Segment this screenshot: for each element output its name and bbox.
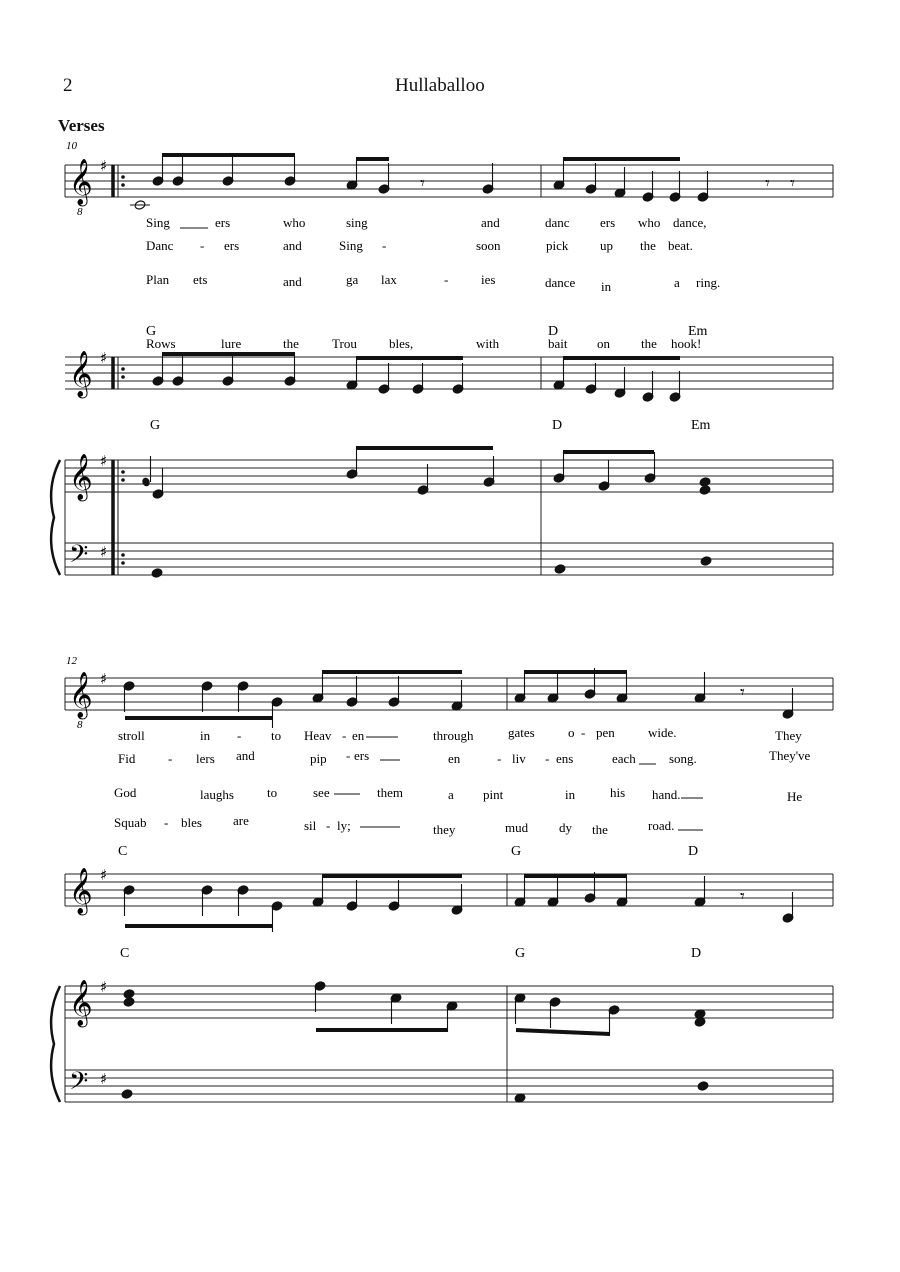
- lyric-syllable: lure: [221, 336, 242, 351]
- page-number: 2: [63, 75, 73, 96]
- piano-brace: [51, 986, 60, 1102]
- piano-treble-staff: [65, 986, 833, 1018]
- lyric-syllable: are: [233, 813, 249, 828]
- lyric-syllable: ly;: [337, 818, 351, 833]
- lyric-syllable: Rows: [146, 336, 176, 351]
- lyric-syllable: -: [342, 728, 347, 743]
- measure-number: 10: [66, 140, 77, 152]
- lyric-syllable: stroll: [118, 728, 145, 743]
- repeat-dot: [121, 367, 125, 371]
- lyric-syllable: Fid: [118, 751, 136, 766]
- octave-mark: 8: [77, 206, 83, 218]
- piano-bass-staff: [65, 543, 833, 575]
- lyric-syllable: -: [581, 725, 586, 740]
- lyric-syllable: -: [545, 751, 550, 766]
- lyric-syllable: -: [164, 815, 169, 830]
- lyric-syllable: the: [641, 336, 657, 351]
- lyric-syllable: dance,: [673, 215, 707, 230]
- lyric-syllable: Danc: [146, 238, 174, 253]
- lyric-syllable: Sing: [146, 215, 170, 230]
- lyric-syllable: dy: [559, 820, 572, 835]
- beam: [516, 1030, 610, 1034]
- lyric-syllable: -: [200, 238, 205, 253]
- lyric-syllable: Trou: [332, 336, 357, 351]
- sharp-icon: ♯: [100, 1070, 108, 1088]
- sharp-icon: ♯: [100, 866, 108, 884]
- lyric-syllable: the: [640, 238, 656, 253]
- lyric-syllable: Sing: [339, 238, 363, 253]
- lyric-syllable: bles,: [389, 336, 414, 351]
- lyric-syllable: a: [448, 787, 454, 802]
- lyric-syllable: -: [497, 751, 502, 766]
- voice-staff: [65, 678, 833, 710]
- treble-clef-icon: 𝄞: [69, 159, 93, 205]
- chord-symbol: G: [146, 324, 157, 339]
- guide-staff: [65, 874, 833, 906]
- lyric-syllable: liv: [512, 751, 526, 766]
- piano-treble-staff: [65, 460, 833, 492]
- note-head: [121, 1089, 133, 1100]
- bass-clef-icon: 𝄢: [69, 1067, 89, 1102]
- measure-number: 12: [66, 655, 77, 667]
- lyric-syllable: sil: [304, 818, 317, 833]
- piano-brace: [51, 460, 60, 575]
- lyric-syllable: on: [597, 336, 610, 351]
- lyric-syllable: beat.: [668, 238, 693, 253]
- note-head: [554, 564, 566, 575]
- lyric-syllable: ens: [556, 751, 574, 766]
- lyric-syllable: pen: [596, 725, 615, 740]
- lyric-syllable: they: [433, 822, 456, 837]
- lyric-syllable: laughs: [200, 787, 234, 802]
- lyric-syllable: lax: [381, 272, 397, 287]
- section-heading: Verses: [58, 116, 105, 135]
- chord-symbol: D: [548, 324, 559, 339]
- repeat-dot: [121, 561, 125, 565]
- lyric-syllable: each: [612, 751, 636, 766]
- sharp-icon: ♯: [100, 349, 108, 367]
- lyric-syllable: en: [448, 751, 461, 766]
- chord-symbol: Em: [691, 418, 711, 433]
- chord-symbol: C: [120, 946, 130, 961]
- treble-clef-icon: 𝄞: [69, 868, 93, 914]
- lyric-syllable: with: [476, 336, 500, 351]
- lyric-syllable: ga: [346, 272, 359, 287]
- lyric-syllable: pick: [546, 238, 569, 253]
- lyric-syllable: Heav: [304, 728, 332, 743]
- lyric-syllable: and: [283, 238, 302, 253]
- page-title: Hullaballoo: [395, 75, 485, 96]
- lyric-syllable: o: [568, 725, 575, 740]
- lyric-syllable: -: [444, 272, 449, 287]
- lyric-syllable: up: [600, 238, 613, 253]
- repeat-dot: [121, 478, 125, 482]
- lyric-syllable: pint: [483, 787, 504, 802]
- sharp-icon: ♯: [100, 157, 108, 175]
- lyric-syllable: mud: [505, 820, 529, 835]
- note-head: [123, 989, 135, 1000]
- lyric-syllable: to: [271, 728, 282, 743]
- chord-symbol: D: [691, 946, 702, 961]
- lyric-syllable: ies: [481, 272, 496, 287]
- treble-clef-icon: 𝄞: [69, 672, 93, 718]
- lyric-syllable: -: [346, 748, 351, 763]
- lyric-syllable: ers: [600, 215, 616, 230]
- note-head: [697, 1081, 709, 1092]
- lyric-syllable: ers: [215, 215, 231, 230]
- sharp-icon: ♯: [100, 543, 108, 561]
- system-1: [51, 140, 833, 578]
- lyric-syllable: They've: [769, 748, 811, 763]
- system-2: [51, 655, 833, 1103]
- lyric-syllable: the: [283, 336, 299, 351]
- piano-bass-staff: [65, 1070, 833, 1102]
- note-head: [151, 568, 163, 579]
- lyric-syllable: God: [114, 785, 137, 800]
- lyric-syllable: bait: [548, 336, 568, 351]
- lyric-syllable: bles: [181, 815, 202, 830]
- eighth-rest-icon: 𝄾: [790, 173, 795, 194]
- chord-symbol: C: [118, 844, 128, 859]
- lyric-syllable: lers: [196, 751, 215, 766]
- chord-symbol: D: [552, 418, 563, 433]
- eighth-rest-icon: 𝄾: [740, 886, 745, 907]
- lyric-syllable: gates: [508, 725, 535, 740]
- lyric-syllable: them: [377, 785, 403, 800]
- lyric-syllable: in: [601, 279, 612, 294]
- lyric-syllable: -: [326, 818, 331, 833]
- lyric-syllable: song.: [669, 751, 697, 766]
- lyric-syllable: -: [168, 751, 173, 766]
- lyric-syllable: a: [674, 275, 680, 290]
- eighth-rest-icon: 𝄾: [420, 173, 425, 194]
- repeat-dot: [121, 553, 125, 557]
- chord-symbol: G: [150, 418, 161, 433]
- lyric-syllable: Squab: [114, 815, 147, 830]
- bass-clef-icon: 𝄢: [69, 540, 89, 575]
- eighth-rest-icon: 𝄾: [765, 173, 770, 194]
- lyric-syllable: and: [283, 274, 302, 289]
- lyric-syllable: ring.: [696, 275, 721, 290]
- treble-clef-icon: 𝄞: [69, 980, 93, 1026]
- sharp-icon: ♯: [100, 670, 108, 688]
- lyric-syllable: in: [200, 728, 211, 743]
- repeat-dot: [121, 175, 125, 179]
- chord-symbol: D: [688, 844, 699, 859]
- lyric-syllable: hand.: [652, 787, 681, 802]
- lyric-syllable: en: [352, 728, 365, 743]
- treble-clef-icon: 𝄞: [69, 454, 93, 500]
- lyric-syllable: He: [787, 789, 803, 804]
- treble-clef-icon: 𝄞: [69, 351, 93, 397]
- chord-symbol: G: [511, 844, 522, 859]
- lyric-syllable: pip: [310, 751, 327, 766]
- sharp-icon: ♯: [100, 452, 108, 470]
- lyric-syllable: soon: [476, 238, 501, 253]
- lyric-syllable: They: [775, 728, 802, 743]
- lyric-syllable: in: [565, 787, 576, 802]
- lyric-syllable: danc: [545, 215, 570, 230]
- repeat-dot: [121, 183, 125, 187]
- lyric-syllable: -: [237, 728, 242, 743]
- chord-symbol: Em: [688, 324, 708, 339]
- lyric-syllable: who: [283, 215, 306, 230]
- sharp-icon: ♯: [100, 978, 108, 996]
- lyric-syllable: road.: [648, 818, 675, 833]
- note-head: [700, 556, 712, 567]
- lyric-syllable: hook!: [671, 336, 702, 351]
- octave-mark: 8: [77, 719, 83, 731]
- lyric-syllable: ets: [193, 272, 208, 287]
- repeat-dot: [121, 375, 125, 379]
- lyric-syllable: his: [610, 785, 626, 800]
- lyric-syllable: to: [267, 785, 278, 800]
- lyric-syllable: ers: [354, 748, 370, 763]
- lyric-syllable: wide.: [648, 725, 677, 740]
- lyric-syllable: who: [638, 215, 661, 230]
- note-head: [142, 477, 150, 486]
- lyric-syllable: and: [236, 748, 255, 763]
- note-head: [699, 477, 711, 488]
- repeat-dot: [121, 470, 125, 474]
- lyric-syllable: the: [592, 822, 608, 837]
- eighth-rest-icon: 𝄾: [740, 682, 745, 703]
- lyric-syllable: ers: [224, 238, 240, 253]
- chord-symbol: G: [515, 946, 526, 961]
- lyric-syllable: dance: [545, 275, 576, 290]
- lyric-syllable: through: [433, 728, 474, 743]
- lyric-syllable: see: [313, 785, 330, 800]
- lyric-syllable: Plan: [146, 272, 170, 287]
- lyric-syllable: and: [481, 215, 500, 230]
- lyric-syllable: sing: [346, 215, 368, 230]
- lyric-syllable: -: [382, 238, 387, 253]
